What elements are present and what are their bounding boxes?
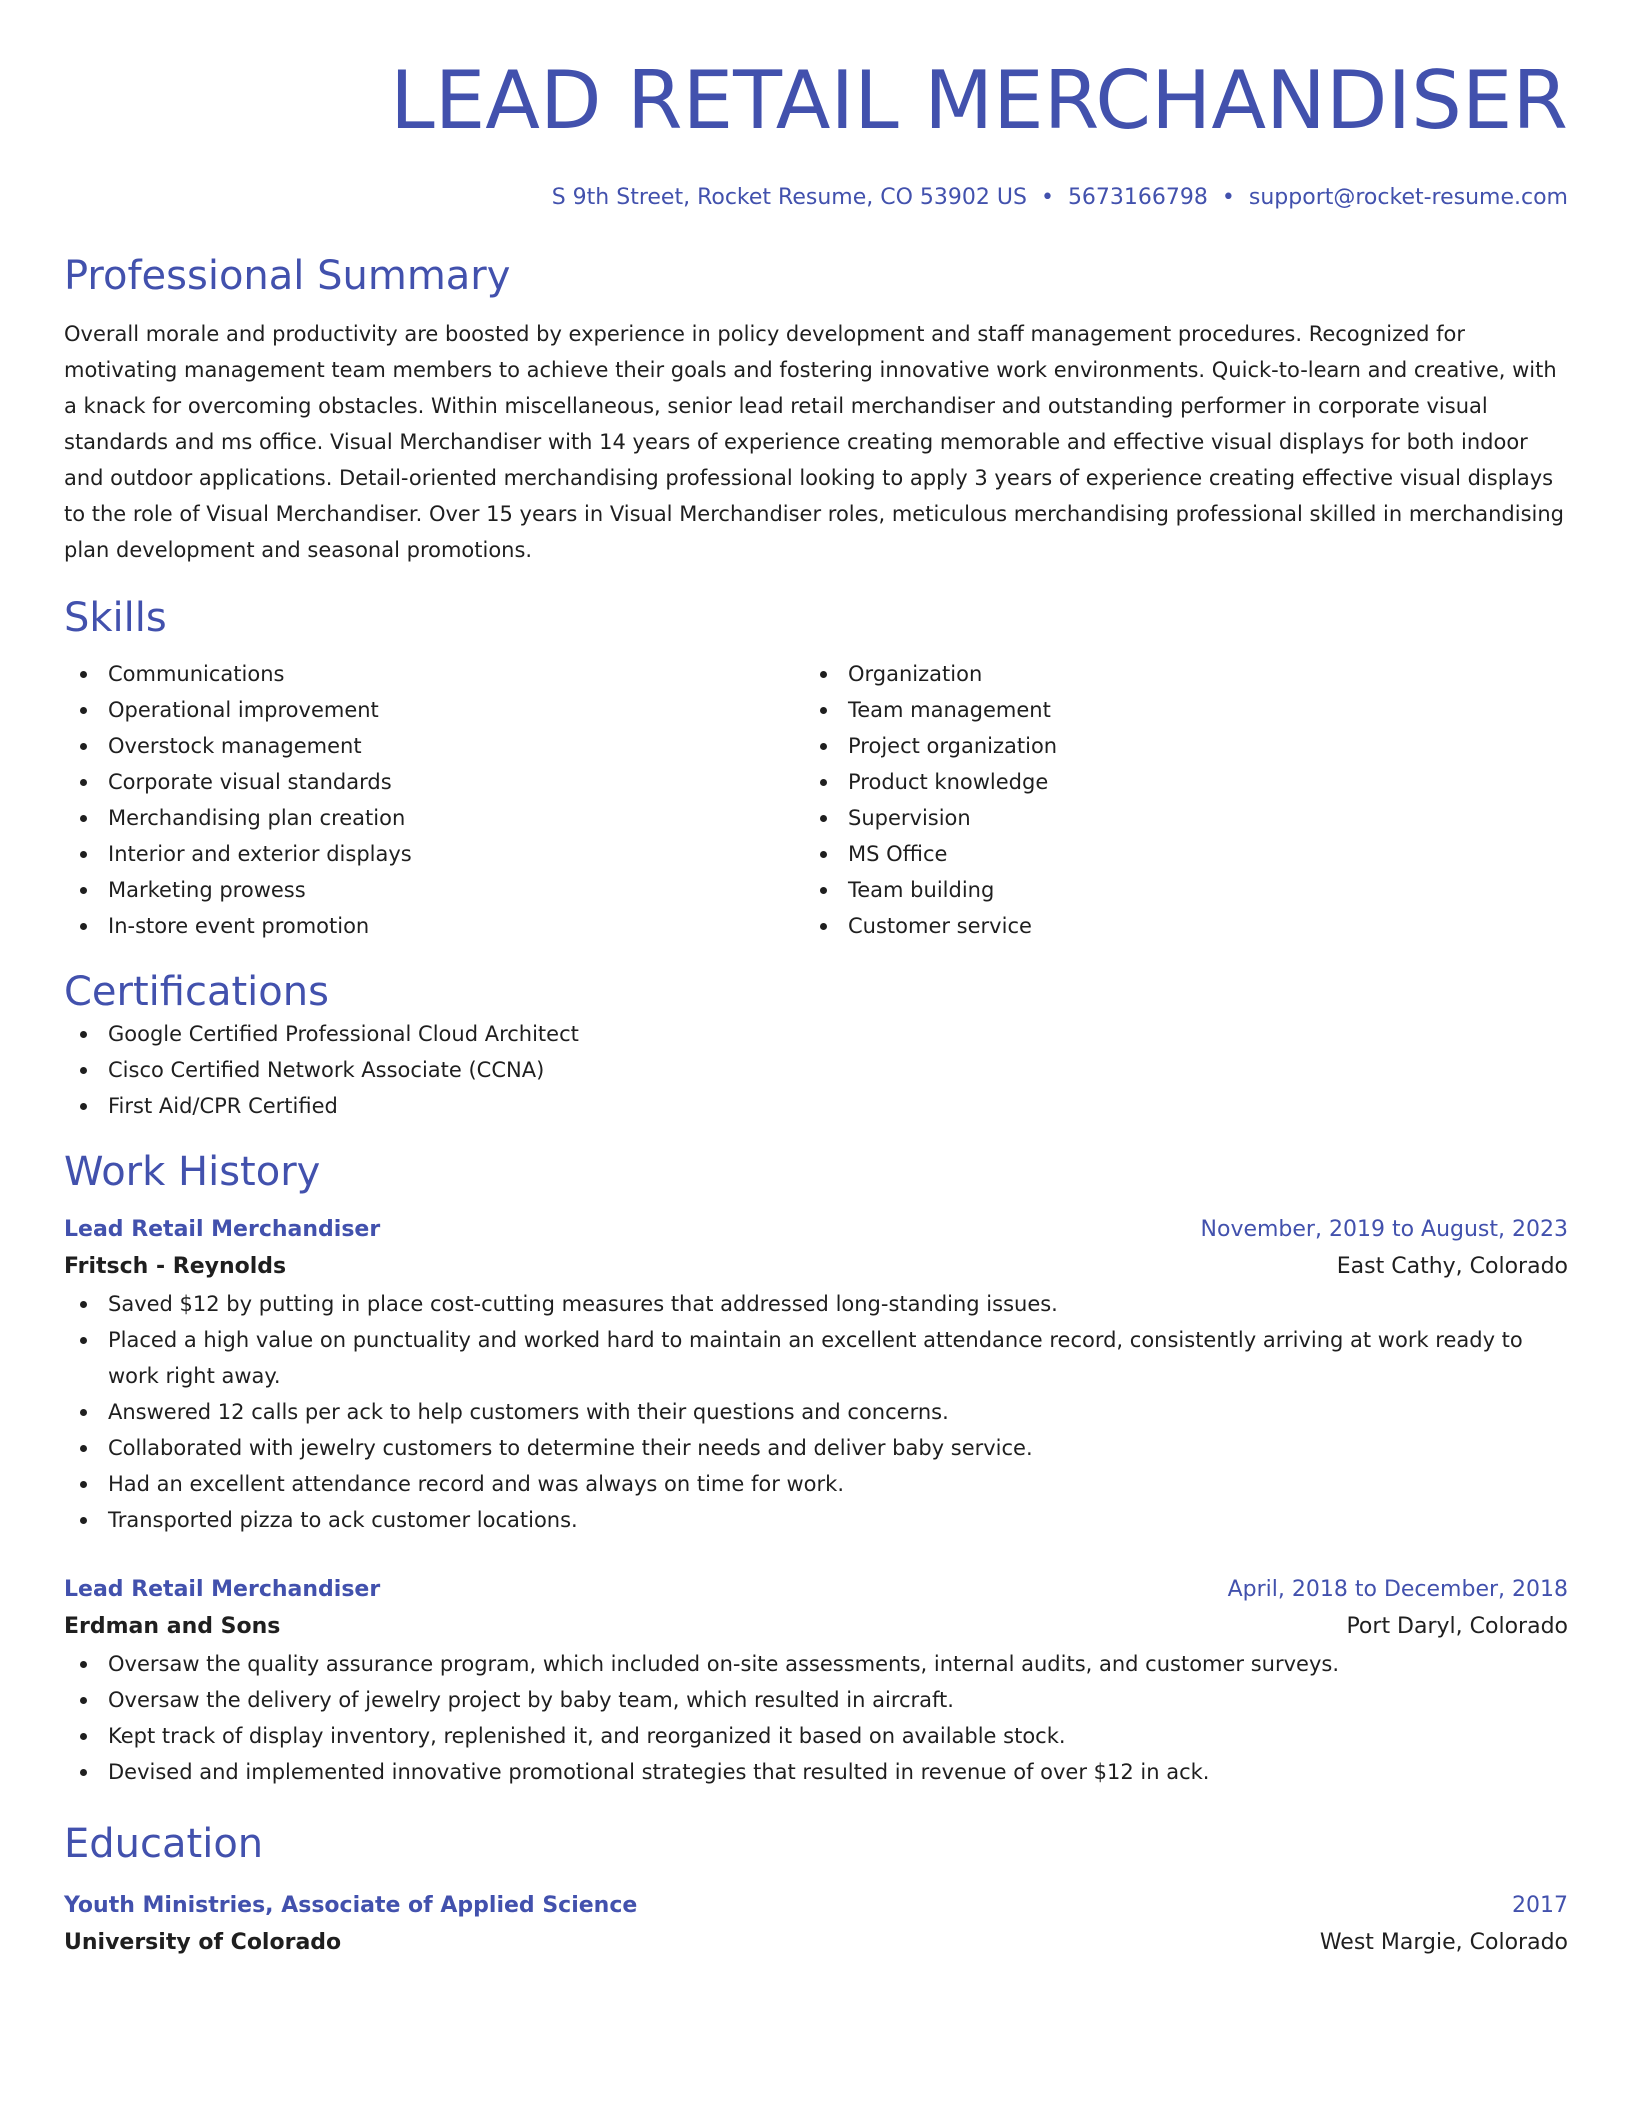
certification-item: Google Certified Professional Cloud Architect: [64, 1016, 1568, 1052]
job-header-row: [64, 1572, 1568, 1608]
contact-email: support@rocket-resume.com: [1248, 185, 1568, 210]
summary-heading: Professional Summary: [64, 253, 511, 299]
education-degree: Youth Ministries, Associate of Applied Science: [64, 1893, 638, 1918]
job-company: Fritsch - Reynolds: [64, 1254, 287, 1279]
work-history-heading: Work History: [64, 1149, 321, 1195]
job-bullet: Kept track of display inventory, replenished it, and reorganized it based on available stock.: [64, 1718, 1568, 1754]
skill-item: Project organization: [804, 728, 1544, 764]
skill-item: Corporate visual standards: [64, 764, 804, 800]
job-bullet: Transported pizza to ack customer locations.: [64, 1502, 1568, 1538]
skills-column-right: [804, 656, 1544, 944]
resume-header: [64, 52, 1568, 212]
job-entry: [64, 1212, 1568, 1538]
education-entry: [64, 1888, 1568, 1962]
job-bullet: Oversaw the quality assurance program, which included on-site assessments, internal audits, and customer surveys.: [64, 1646, 1568, 1682]
skill-item: Interior and exterior displays: [64, 836, 804, 872]
skills-heading: Skills: [64, 595, 167, 641]
summary-text: Overall morale and productivity are boosted by experience in policy development and staff management procedures. Recognized for motivating management team members to achieve their goals and fostering innovative work environments. Quick-to-learn and creative, with a knack for overcoming obstacles. Within miscellaneous, senior lead retail merchandiser and outstanding performer in corporate visual standards and ms office. Visual Merchandiser with 14 years of experience creating memorable and effective visual displays for both indoor and outdoor applications. Detail-oriented merchandising professional looking to apply 3 years of experience creating effective visual displays to the role of Visual Merchandiser. Over 15 years in Visual Merchandiser roles, meticulous merchandising professional skilled in merchandising plan development and seasonal promotions.: [64, 322, 1565, 562]
job-dates: November, 2019 to August, 2023: [1200, 1217, 1568, 1242]
education-location: West Margie, Colorado: [1319, 1930, 1568, 1955]
job-title: Lead Retail Merchandiser: [64, 1577, 381, 1602]
job-dates: April, 2018 to December, 2018: [1227, 1577, 1568, 1602]
job-header-row: [64, 1212, 1568, 1248]
contact-separator: •: [1040, 185, 1054, 210]
certification-item: Cisco Certified Network Associate (CCNA): [64, 1052, 1568, 1088]
job-entry: [64, 1572, 1568, 1790]
job-bullet: Devised and implemented innovative promotional strategies that resulted in revenue of over $12 in ack.: [64, 1754, 1568, 1790]
skill-item: Team management: [804, 692, 1544, 728]
job-bullet: Collaborated with jewelry customers to determine their needs and deliver baby service.: [64, 1430, 1568, 1466]
skills-grid: [64, 656, 1568, 944]
skill-item: Operational improvement: [64, 692, 804, 728]
skill-item: Organization: [804, 656, 1544, 692]
contact-line: [64, 184, 1568, 212]
job-location: East Cathy, Colorado: [1336, 1254, 1568, 1279]
contact-phone: 5673166798: [1067, 185, 1208, 210]
education-heading: Education: [64, 1821, 264, 1867]
job-bullets: [64, 1646, 1568, 1790]
education-header-row: [64, 1888, 1568, 1924]
skill-item: MS Office: [804, 836, 1544, 872]
skill-item: Team building: [804, 872, 1544, 908]
contact-separator: •: [1221, 185, 1235, 210]
skill-item: In-store event promotion: [64, 908, 804, 944]
job-bullet: Saved $12 by putting in place cost-cutting measures that addressed long-standing issues.: [64, 1286, 1568, 1322]
job-company-row: [64, 1608, 1568, 1646]
skill-item: Marketing prowess: [64, 872, 804, 908]
education-school: University of Colorado: [64, 1930, 342, 1955]
job-company: Erdman and Sons: [64, 1614, 281, 1639]
job-bullet: Placed a high value on punctuality and worked hard to maintain an excellent attendance record, consistently arriving at work ready to work right away.: [64, 1322, 1568, 1394]
job-bullet: Had an excellent attendance record and was always on time for work.: [64, 1466, 1568, 1502]
job-location: Port Daryl, Colorado: [1346, 1614, 1568, 1639]
resume-name: LEAD RETAIL MERCHANDISER: [390, 54, 1568, 147]
job-company-row: [64, 1248, 1568, 1286]
certifications-heading: Certifications: [64, 969, 329, 1015]
skill-item: Supervision: [804, 800, 1544, 836]
job-bullets: [64, 1286, 1568, 1538]
certification-item: First Aid/CPR Certified: [64, 1088, 1568, 1124]
job-bullet: Oversaw the delivery of jewelry project by baby team, which resulted in aircraft.: [64, 1682, 1568, 1718]
job-title: Lead Retail Merchandiser: [64, 1217, 381, 1242]
job-bullet: Answered 12 calls per ack to help customers with their questions and concerns.: [64, 1394, 1568, 1430]
education-school-row: [64, 1924, 1568, 1962]
skill-item: Product knowledge: [804, 764, 1544, 800]
skill-item: Overstock management: [64, 728, 804, 764]
skill-item: Communications: [64, 656, 804, 692]
skills-column-left: [64, 656, 804, 944]
contact-address: S 9th Street, Rocket Resume, CO 53902 US: [551, 185, 1027, 210]
skill-item: Merchandising plan creation: [64, 800, 804, 836]
skill-item: Customer service: [804, 908, 1544, 944]
certifications-list: [64, 1016, 1568, 1124]
education-year: 2017: [1512, 1893, 1568, 1918]
